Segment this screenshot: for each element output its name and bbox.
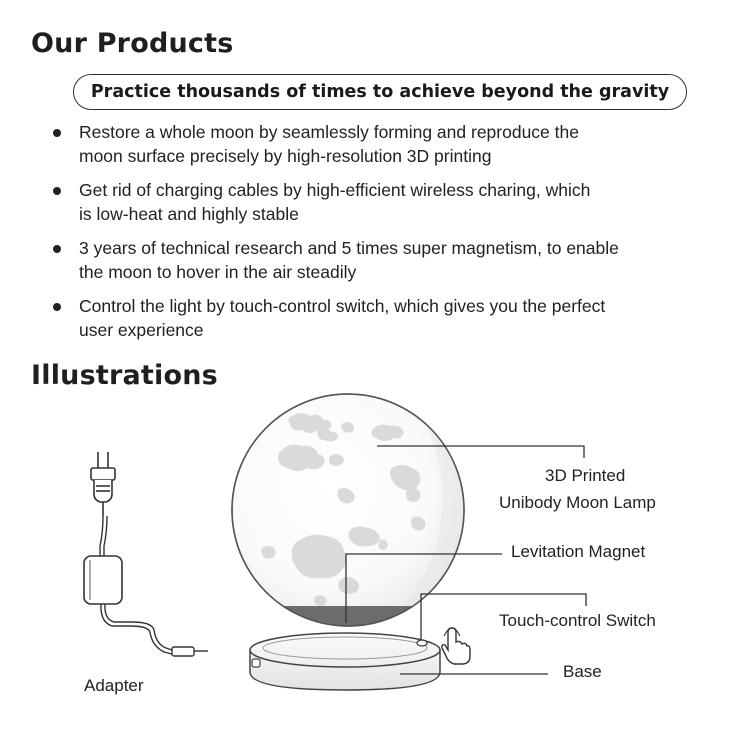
feature-text-line-1: Restore a whole moon by seamlessly forming and reproduce the	[79, 122, 579, 142]
switch-label: Touch-control Switch	[499, 611, 656, 630]
power-plug-icon	[91, 452, 115, 516]
illustrations-heading: Illustrations	[31, 360, 218, 391]
hand-touch-icon	[442, 628, 470, 664]
magnet-label: Levitation Magnet	[511, 542, 646, 561]
feature-text-line-1: 3 years of technical research and 5 times super magnetism, to enable	[79, 238, 619, 258]
feature-text-line-1: Get rid of charging cables by high-efficient wireless charing, which	[79, 180, 591, 200]
tagline-banner: Practice thousands of times to achieve beyond the gravity	[73, 74, 687, 110]
adapter-lead	[101, 604, 172, 654]
adapter-icon	[84, 556, 122, 604]
feature-text-line-2: the moon to hover in the air steadily	[79, 262, 357, 282]
moon-lamp-icon	[220, 394, 480, 636]
products-heading: Our Products	[31, 28, 234, 59]
feature-text-line-1: Control the light by touch-control switch, which gives you the perfect	[79, 296, 606, 316]
adapter-label: Adapter	[84, 676, 144, 695]
base-label: Base	[563, 662, 602, 681]
lamp-base-icon	[250, 633, 440, 690]
moon-label-line2: Unibody Moon Lamp	[499, 493, 656, 512]
adapter-cable	[100, 516, 107, 556]
feature-text-line-2: moon surface precisely by high-resolution 3D printing	[79, 146, 492, 166]
feature-text-line-2: is low-heat and highly stable	[79, 204, 299, 224]
feature-text-line-2: user experience	[79, 320, 204, 340]
touch-switch-dot	[417, 640, 427, 646]
moon-label-line1: 3D Printed	[545, 466, 626, 485]
dc-connector-icon	[172, 647, 208, 656]
